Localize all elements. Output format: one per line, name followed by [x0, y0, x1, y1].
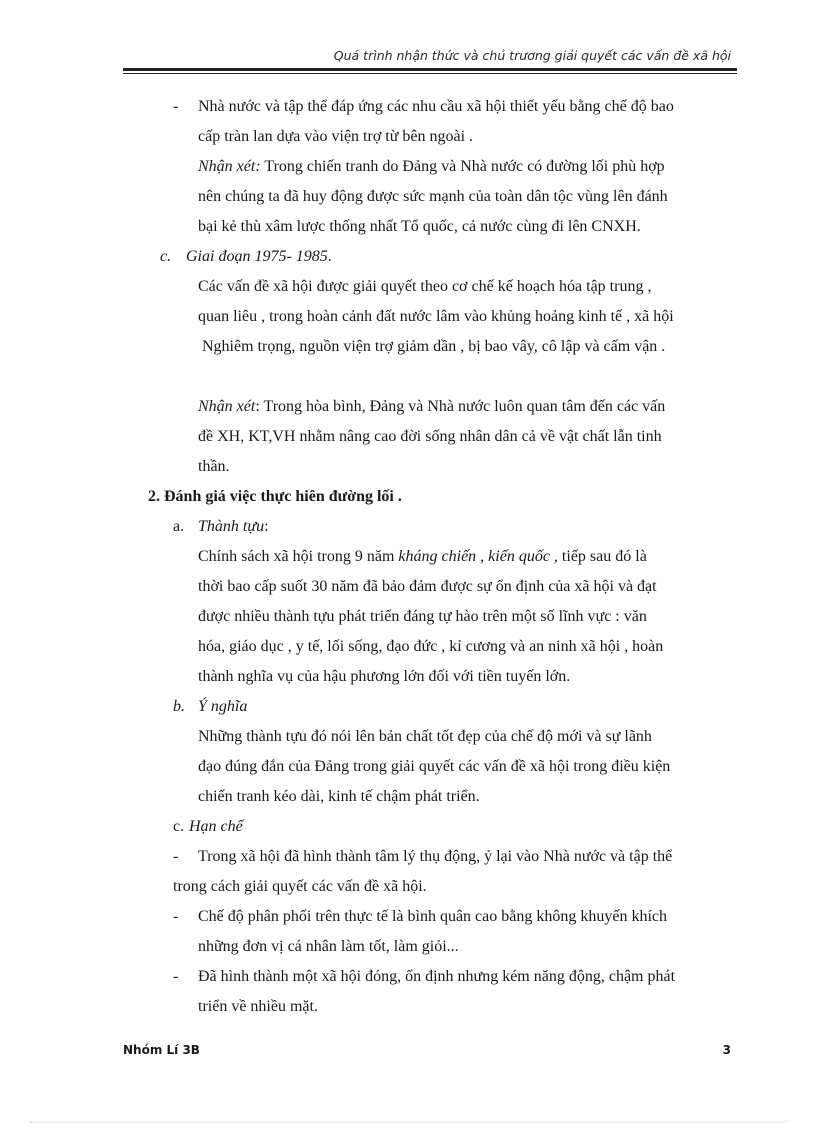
text-line: Các vấn đề xã hội được giải quyết theo cơ chế kế hoạch hóa tập trung ,	[198, 278, 652, 295]
text-line: quan liêu , trong hoàn cảnh đất nước lâm vào khủng hoảng kinh tế , xã hội	[198, 308, 674, 325]
text-line: Nghiêm trọng, nguồn viện trợ giảm dần , bị bao vây, cô lập và cấm vận .	[202, 338, 666, 355]
section-c-heading: Giai đoạn 1975- 1985.	[186, 248, 332, 265]
remark-text: : Trong hòa bình, Đảng và Nhà nước luôn quan tâm đến các vấn	[255, 398, 666, 415]
section-c-marker: c.	[160, 248, 172, 265]
text-line: thời bao cấp suốt 30 năm đã bảo đảm được sự ổn định của xã hội và đạt	[198, 578, 657, 595]
text-line: bại kẻ thù xâm lược thống nhất Tổ quốc, cả nước cùng đi lên CNXH.	[198, 218, 641, 235]
page-number: 3	[722, 1043, 731, 1057]
section-b-heading: Ý nghĩa	[198, 698, 248, 715]
remark-label: Nhận xét:	[198, 158, 261, 175]
text-line: nên chúng ta đã huy động được sức mạnh của toàn dân tộc vùng lên đánh	[198, 188, 668, 205]
text-line: Nhà nước và tập thể đáp ứng các nhu cầu xã hội thiết yếu bằng chế độ bao	[198, 98, 674, 115]
footer-group-name: Nhóm Lí 3B	[123, 1043, 200, 1057]
text-line: thành nghĩa vụ của hậu phương lớn đối với tiền tuyến lớn.	[198, 668, 571, 685]
bullet-dash: -	[173, 908, 179, 925]
section-a-marker: a.	[173, 518, 185, 535]
bullet-dash: -	[173, 848, 179, 865]
text-line: Đã hình thành một xã hội đóng, ổn định nhưng kém năng động, chậm phát	[198, 968, 676, 985]
header-rule-thin	[123, 73, 737, 74]
section-a-heading: Thành tựu:	[198, 518, 269, 535]
text-line: những đơn vị cá nhân làm tốt, làm giỏi...	[198, 938, 459, 955]
section-c2-heading: Hạn chế	[189, 818, 243, 835]
section-b-marker: b.	[173, 698, 185, 715]
text-line: Chế độ phân phối trên thực tế là bình quân cao bằng không khuyến khích	[198, 908, 668, 925]
remark-line	[198, 157, 665, 177]
text-line: chiến tranh kéo dài, kinh tế chậm phát triển.	[198, 788, 480, 805]
text-line: trong cách giải quyết các vấn đề xã hội.	[173, 878, 427, 895]
text-line: Chính sách xã hội trong 9 năm kháng chiến , kiến quốc , tiếp sau đó là	[198, 548, 647, 565]
text-line: đề XH, KT,VH nhằm nâng cao đời sống nhân dân cả về vật chất lẫn tinh	[198, 428, 662, 445]
remark-text: Trong chiến tranh do Đảng và Nhà nước có đường lối phù hợp	[260, 158, 665, 175]
bullet-dash: -	[173, 968, 179, 985]
bullet-dash: -	[173, 98, 179, 115]
text-line: cấp tràn lan dựa vào viện trợ từ bên ngoài .	[198, 128, 474, 145]
header-rule-thick	[123, 68, 737, 71]
text-line: triển về nhiều mặt.	[198, 998, 318, 1015]
text-line: Trong xã hội đã hình thành tâm lý thụ động, ỷ lại vào Nhà nước và tập thể	[198, 848, 673, 865]
text-line: hóa, giáo dục , y tế, lối sống, đạo đức , kỉ cương và an ninh xã hội , hoàn	[198, 638, 664, 655]
remark-label: Nhận xét	[198, 398, 256, 415]
section-2-heading: 2. Đánh giá việc thực hiên đường lối .	[148, 488, 402, 505]
text-line: được nhiều thành tựu phát triển đáng tự hào trên một số lĩnh vực : văn	[198, 608, 647, 625]
text-line: thần.	[198, 458, 230, 475]
text-line: đạo đúng đắn của Đảng trong giải quyết các vấn đề xã hội trong điều kiện	[198, 758, 671, 775]
header-title: Quá trình nhận thức và chủ trương giải quyết các vấn đề xã hội	[333, 48, 731, 63]
section-c2-marker: c.	[173, 818, 185, 835]
remark-line	[198, 397, 665, 417]
text-line: Những thành tựu đó nói lên bản chất tốt đẹp của chế độ mới và sự lãnh	[198, 728, 652, 745]
